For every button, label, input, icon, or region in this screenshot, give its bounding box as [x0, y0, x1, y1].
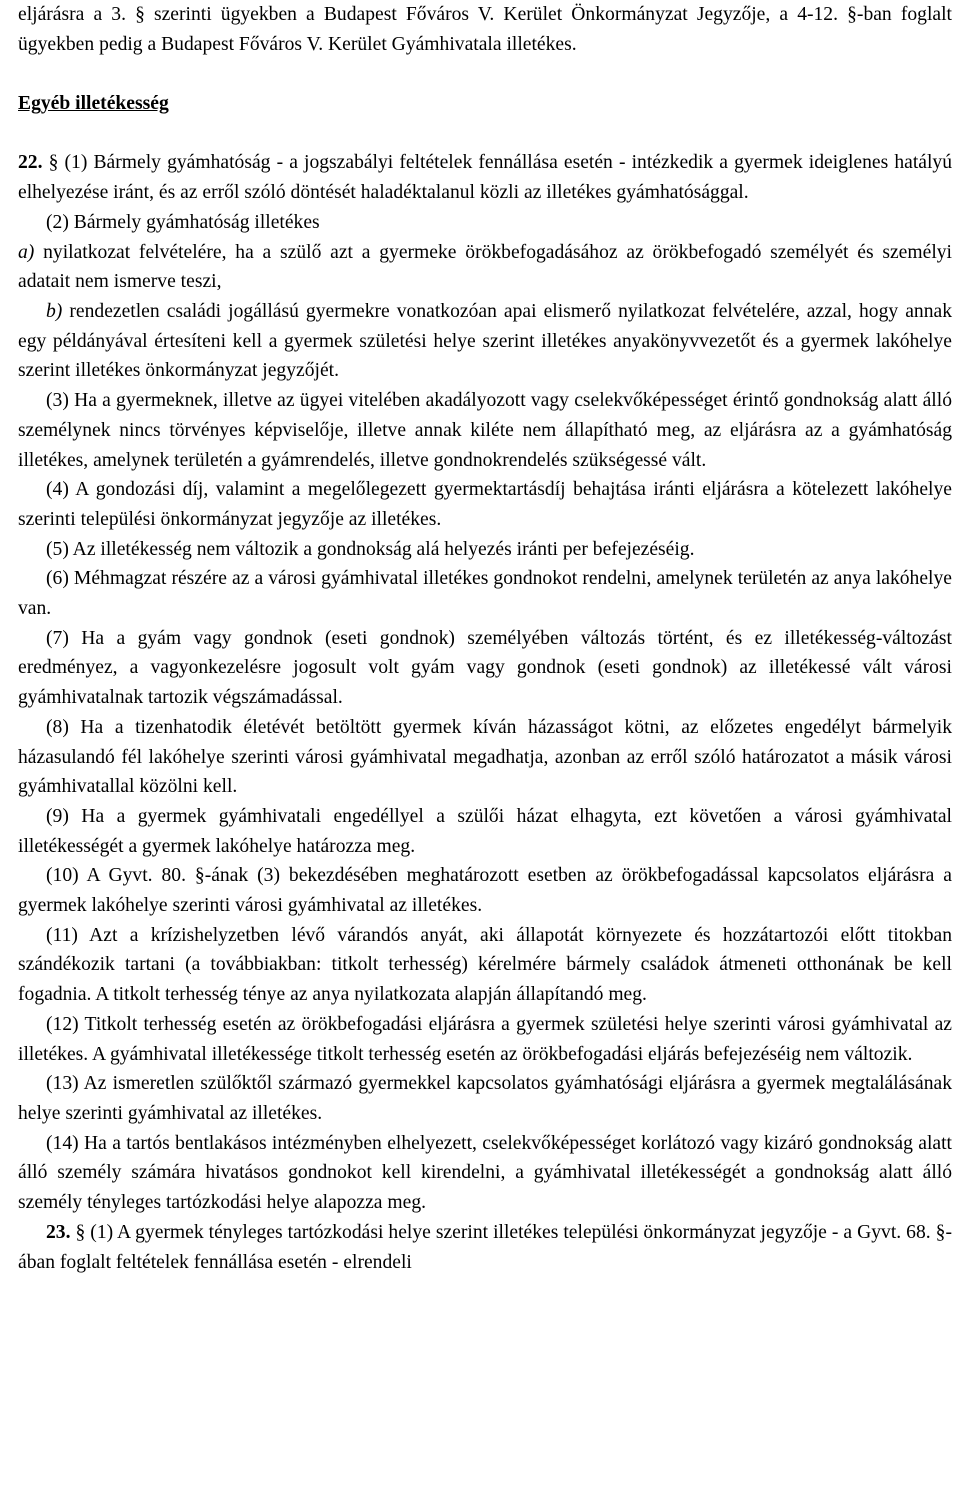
section-heading: Egyéb illetékesség — [18, 93, 169, 115]
point-text: nyilatkozat felvételére, ha a szülő azt a gyermeke örökbefogadásához az örökbefogadó személyét és személyi adatait nem ismerve teszi, — [18, 241, 952, 293]
section-22-paragraph-11: (11) Azt a krízishelyzetben lévő várandós anyát, aki állapotát környezete és hozzátartozói előtt titokban szándékozik tartani (a továbbiakban: titkolt terhesség) kérelmére bármely családok átmeneti otthonának be kell fogadnia. A titkolt terhesség ténye az anya nyilatkozata alapján állapítandó meg. — [18, 924, 952, 1006]
point-label: a) — [18, 241, 35, 263]
point-text: rendezetlen családi jogállású gyermekre vonatkozóan apai elismerő nyilatkozat felvételére, azzal, hogy annak egy példányával értesíteni kell a gyermek születési helye szerint illetékes anyakönyvvezetőt és a gyermek lakóhelye szerint illetékes önkormányzat jegyzőjét. — [18, 301, 952, 382]
point-label: b) — [46, 301, 63, 322]
section-22-paragraph-4: (4) A gondozási díj, valamint a megelőlegezett gyermektartásdíj behajtása iránti eljárásra a kötelezett lakóhelye szerinti települési önkormányzat jegyzője az illetékes. — [18, 479, 952, 530]
intro-paragraph: eljárásra a 3. § szerinti ügyekben a Budapest Főváros V. Kerület Önkormányzat Jegyzője, a 4-12. §-ban foglalt ügyekben pedig a Budapest Főváros V. Kerület Gyámhivatala illetékes. — [18, 4, 952, 55]
section-22-paragraph-10: (10) A Gyvt. 80. §-ának (3) bekezdésében meghatározott esetben az örökbefogadással kapcsolatos eljárásra a gyermek lakóhelye szerinti városi gyámhivatal az illetékes. — [18, 865, 952, 917]
section-22-paragraph-2a — [18, 238, 952, 297]
section-22-paragraph-8: (8) Ha a tizenhatodik életévét betöltött gyermek kíván házasságot kötni, az előzetes engedélyt bármelyik házasulandó fél lakóhelye szerinti városi gyámhivatal megadhatja, azonban az erről szóló határozatot a másik városi gyámhivatallal közölni kell. — [18, 716, 952, 798]
spacer — [18, 119, 952, 149]
paragraph-text: § (1) A gyermek tényleges tartózkodási helye szerint illetékes települési önkormányzat jegyzője - a Gyvt. 68. §-ában foglalt feltételek fennállása esetén - elrendeli — [18, 1221, 952, 1273]
section-23-paragraph-1 — [18, 1218, 952, 1277]
section-number: 22. — [18, 152, 43, 174]
section-22-paragraph-13: (13) Az ismeretlen szülőktől származó gyermekkel kapcsolatos gyámhatósági eljárásra a gyermek megtalálásának helye szerinti gyámhivatal az illetékes. — [18, 1073, 952, 1124]
section-22-paragraph-9: (9) Ha a gyermek gyámhivatali engedéllyel a szülői házat elhagyta, ezt követően a városi gyámhivatal illetékességét a gyermek lakóhelye határozza meg. — [18, 805, 952, 857]
section-22-paragraph-2b — [18, 297, 952, 386]
document-page — [18, 0, 952, 1277]
section-22-paragraph-1 — [18, 148, 952, 207]
section-22-paragraph-5: (5) Az illetékesség nem változik a gondnokság alá helyezés iránti per befejezéséig. — [46, 538, 695, 560]
section-22-paragraph-12: (12) Titkolt terhesség esetén az örökbefogadási eljárásra a gyermek születési helye szerinti városi gyámhivatal az illetékes. A gyámhivatal illetékessége titkolt terhesség esetén az örökbefogadási eljárás befejezéséig nem változik. — [18, 1013, 952, 1065]
section-22-paragraph-7: (7) Ha a gyám vagy gondnok (eseti gondnok) személyében változás történt, és ez illetékesség-változást eredményez, a vagyonkezelésre jogosult volt gyám vagy gondnok (eseti gondnok) az illetékessé vált városi gyámhivatalnak tartozik végszámadással. — [18, 627, 952, 709]
section-22-paragraph-14: (14) Ha a tartós bentlakásos intézményben elhelyezett, cselekvőképességet korlátozó vagy kizáró gondnokság alatt álló személy számára hivatásos gondnokot kell kirendelni, a gyámhivatal illetékességét a gondnokság alatt álló személy tényleges tartózkodási helye alapozza meg. — [18, 1132, 952, 1214]
spacer — [18, 59, 952, 89]
section-number: 23. — [46, 1221, 71, 1243]
section-22-paragraph-2-lead: (2) Bármely gyámhatóság illetékes — [46, 211, 320, 233]
section-22-paragraph-6: (6) Méhmagzat részére az a városi gyámhivatal illetékes gondnokot rendelni, amelynek területén az anya lakóhelye van. — [18, 568, 952, 620]
paragraph-text: § (1) Bármely gyámhatóság - a jogszabályi feltételek fennállása esetén - intézkedik a gyermek ideiglenes hatályú elhelyezése iránt, és az erről szóló döntését haladéktalanul közli az illetékes gyámhatósággal. — [18, 152, 952, 204]
section-22-paragraph-3: (3) Ha a gyermeknek, illetve az ügyei vitelében akadályozott vagy cselekvőképességet érintő gondnokság alatt álló személynek nincs törvényes képviselője, illetve annak kiléte nem állapítható meg, az eljárásra az a gyámhatóság illetékes, amelynek területén a gyámrendelés, illetve gondnokrendelés szükségessé vált. — [18, 390, 952, 471]
